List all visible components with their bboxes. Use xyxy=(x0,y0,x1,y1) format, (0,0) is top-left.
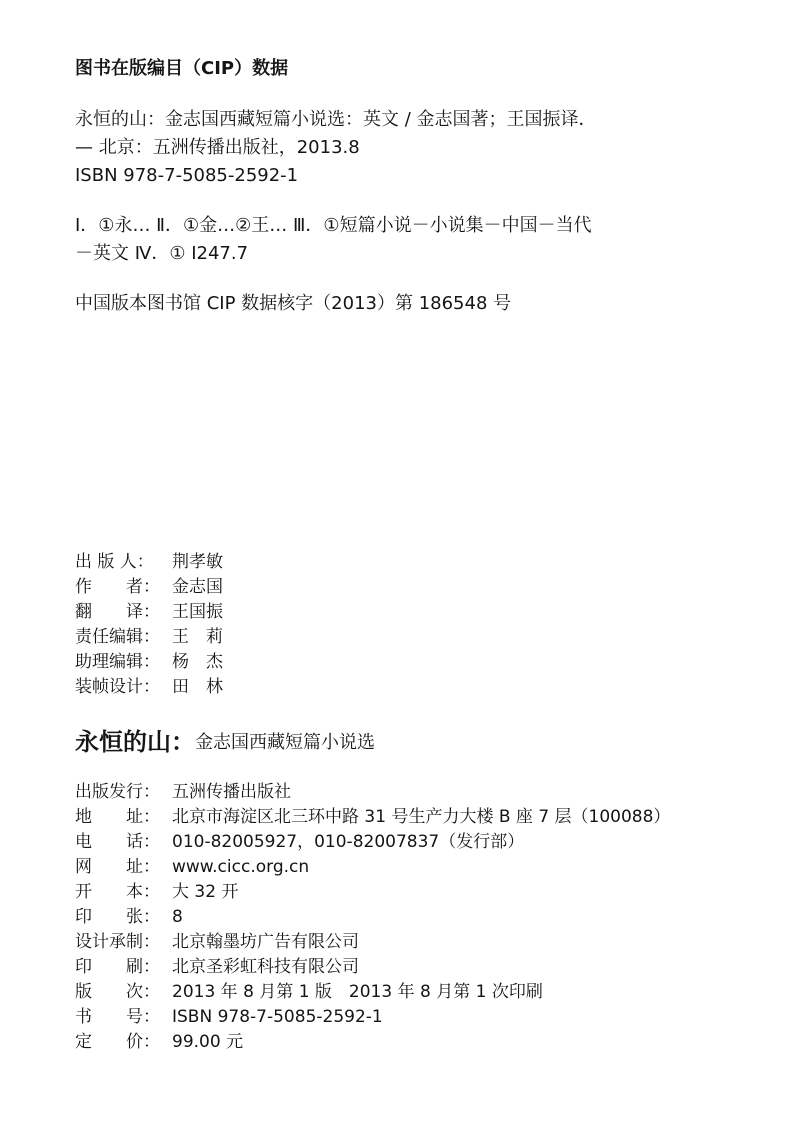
cip-line-publisher: — 北京：五洲传播出版社，2013.8 xyxy=(75,137,360,158)
pub-value: 北京市海淀区北三环中路 31 号生产力大楼 B 座 7 层（100088） xyxy=(172,807,671,827)
pub-value: 北京圣彩虹科技有限公司 xyxy=(172,957,359,977)
credit-item-translator xyxy=(75,600,575,625)
book-title: 永恒的山： xyxy=(75,728,195,756)
credit-label: 翻 译： xyxy=(75,602,160,622)
pub-item-price xyxy=(75,1030,725,1055)
pub-label: 电 话： xyxy=(75,832,160,852)
pub-item-edition xyxy=(75,980,725,1005)
pub-value: 99.00 元 xyxy=(172,1032,244,1052)
pub-value: 2013 年 8 月第 1 版 2013 年 8 月第 1 次印刷 xyxy=(172,982,543,1002)
credit-label: 责任编辑： xyxy=(75,627,160,647)
cip-line-subject-headings: Ⅰ．①永… Ⅱ．①金…②王… Ⅲ．①短篇小说－小说集－中国－当代 xyxy=(75,215,592,236)
pub-item-isbn xyxy=(75,1005,725,1030)
pub-label: 地 址： xyxy=(75,807,160,827)
credit-item-designer xyxy=(75,675,575,700)
pub-item-design-producer xyxy=(75,930,725,955)
credit-item-editor xyxy=(75,625,575,650)
credit-label: 助理编辑： xyxy=(75,652,160,672)
pub-value: 五洲传播出版社 xyxy=(172,782,291,802)
publication-info-list xyxy=(75,780,725,1055)
cip-line-title-author: 永恒的山：金志国西藏短篇小说选：英文 / 金志国著；王国振译． xyxy=(75,109,597,130)
pub-item-format xyxy=(75,880,725,905)
pub-item-distributor xyxy=(75,780,725,805)
pub-value: 大 32 开 xyxy=(172,882,239,902)
cip-line-classification: －英文 Ⅳ．① I247.7 xyxy=(75,243,249,264)
credit-value: 荆孝敏 xyxy=(172,552,223,572)
cip-title: 图书在版编目（CIP）数据 xyxy=(75,58,289,79)
credit-label: 出 版 人： xyxy=(75,552,154,572)
pub-label: 出版发行： xyxy=(75,782,160,802)
pub-label: 设计承制： xyxy=(75,932,160,952)
credit-label: 装帧设计： xyxy=(75,677,160,697)
pub-label: 开 本： xyxy=(75,882,160,902)
credit-value: 田 林 xyxy=(172,677,223,697)
pub-label: 书 号： xyxy=(75,1007,160,1027)
credit-item-publisher xyxy=(75,550,575,575)
pub-label: 版 次： xyxy=(75,982,160,1002)
credit-value: 王 莉 xyxy=(172,627,223,647)
pub-item-address xyxy=(75,805,725,830)
pub-value: www.cicc.org.cn xyxy=(172,857,310,877)
pub-value: 北京翰墨坊广告有限公司 xyxy=(172,932,359,952)
pub-item-website xyxy=(75,855,725,880)
credit-item-author xyxy=(75,575,575,600)
pub-item-phone xyxy=(75,830,725,855)
pub-value: ISBN 978-7-5085-2592-1 xyxy=(172,1007,383,1027)
pub-label: 印 刷： xyxy=(75,957,160,977)
pub-value: 010-82005927，010-82007837（发行部） xyxy=(172,832,525,852)
credit-value: 杨 杰 xyxy=(172,652,223,672)
credits-list xyxy=(75,550,575,700)
pub-item-sheets xyxy=(75,905,725,930)
book-title-line xyxy=(75,727,375,758)
credit-item-assistant-editor xyxy=(75,650,575,675)
credit-label: 作 者： xyxy=(75,577,160,597)
book-subtitle: 金志国西藏短篇小说选 xyxy=(195,732,375,753)
pub-value: 8 xyxy=(172,907,183,927)
pub-label: 定 价： xyxy=(75,1032,160,1052)
cip-line-record-number: 中国版本图书馆 CIP 数据核字（2013）第 186548 号 xyxy=(75,293,512,314)
credit-value: 王国振 xyxy=(172,602,223,622)
pub-label: 印 张： xyxy=(75,907,160,927)
pub-label: 网 址： xyxy=(75,857,160,877)
credit-value: 金志国 xyxy=(172,577,223,597)
pub-item-printer xyxy=(75,955,725,980)
cip-line-isbn: ISBN 978-7-5085-2592-1 xyxy=(75,165,299,186)
